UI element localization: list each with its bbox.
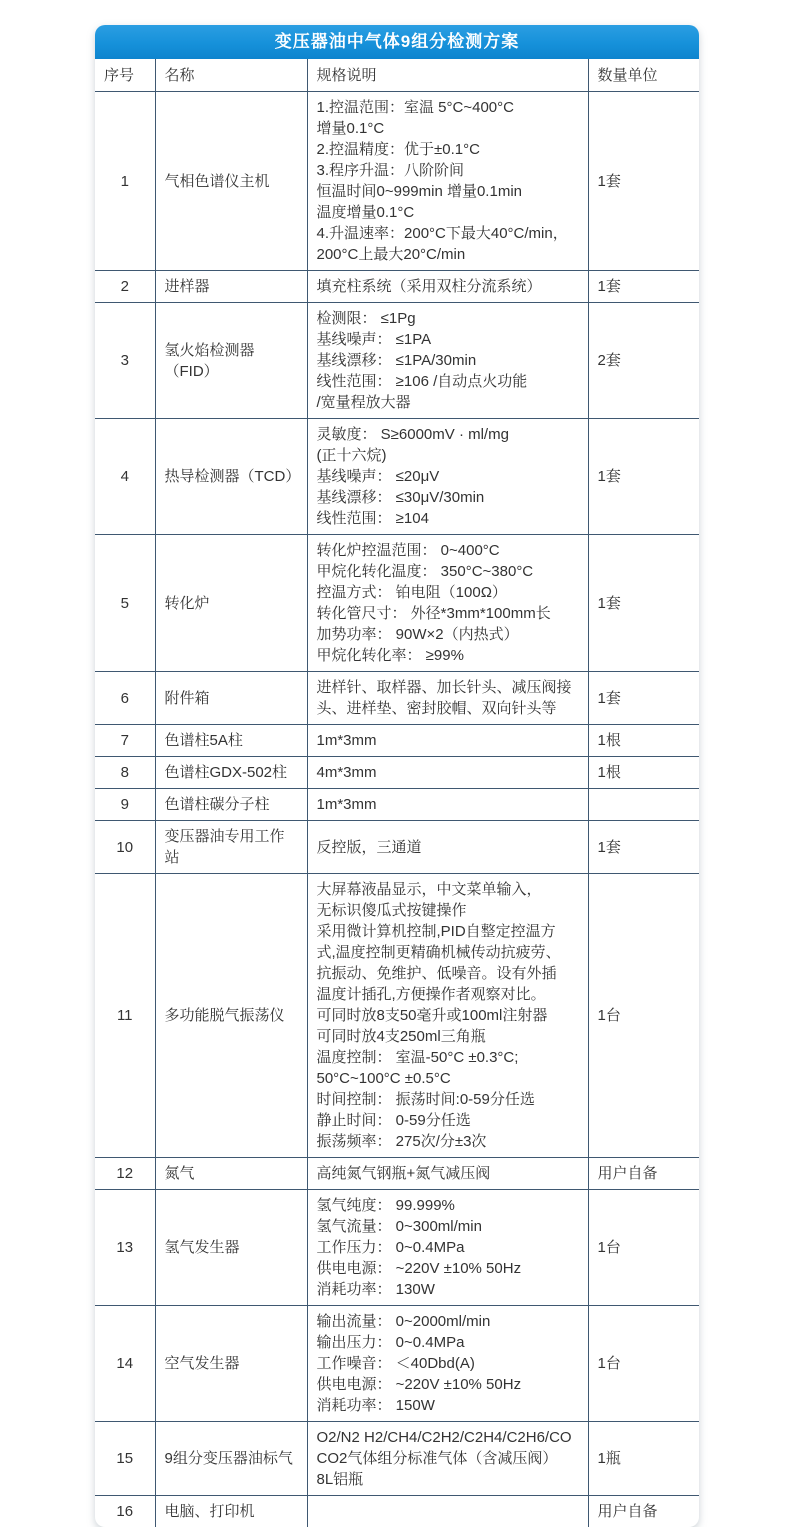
item-qty-cell: 1台 — [588, 1306, 699, 1422]
spec-line: O2/N2 H2/CH4/C2H2/C2H4/C2H6/CO — [317, 1427, 579, 1448]
table-row — [95, 821, 699, 874]
item-qty-cell: 1台 — [588, 874, 699, 1158]
spec-line: 氢气纯度： 99.999% — [317, 1195, 579, 1216]
item-name-cell: 变压器油专用工作站 — [155, 821, 307, 874]
row-index-cell: 12 — [95, 1158, 155, 1190]
item-qty-cell: 1套 — [588, 419, 699, 535]
spec-line: 恒温时间0~999min 增量0.1min — [317, 181, 579, 202]
spec-line: 输出压力： 0~0.4MPa — [317, 1332, 579, 1353]
item-qty-cell: 1根 — [588, 725, 699, 757]
spec-line: 进样针、取样器、加长针头、减压阀接 — [317, 677, 579, 698]
spec-line: 1m*3mm — [317, 730, 579, 751]
row-index-cell: 16 — [95, 1496, 155, 1527]
item-spec-cell — [307, 725, 588, 757]
table-row — [95, 1496, 699, 1527]
spec-line: 温度控制： 室温-50°C ±0.3°C; — [317, 1047, 579, 1068]
spec-line: 加势功率： 90W×2（内热式） — [317, 624, 579, 645]
spec-line: 工作噪音： ＜40Dbd(A) — [317, 1353, 579, 1374]
spec-line: 采用微计算机控制,PID自整定控温方 — [317, 921, 579, 942]
item-spec-cell — [307, 1158, 588, 1190]
spec-line: 线性范围： ≥106 /自动点火功能 — [317, 371, 579, 392]
row-index-cell: 5 — [95, 535, 155, 672]
item-name-cell: 9组分变压器油标气 — [155, 1422, 307, 1496]
row-index-cell: 15 — [95, 1422, 155, 1496]
item-spec-cell — [307, 535, 588, 672]
spec-line: 检测限： ≤1Pg — [317, 308, 579, 329]
page-title: 变压器油中气体9组分检测方案 — [95, 25, 699, 59]
spec-line: 1.控温范围：室温 5°C~400°C — [317, 97, 579, 118]
spec-line: 转化炉控温范围： 0~400°C — [317, 540, 579, 561]
spec-line: 工作压力： 0~0.4MPa — [317, 1237, 579, 1258]
item-qty-cell: 用户自备 — [588, 1496, 699, 1527]
item-qty-cell: 用户自备 — [588, 1158, 699, 1190]
item-qty-cell: 1瓶 — [588, 1422, 699, 1496]
item-qty-cell: 2套 — [588, 303, 699, 419]
spec-line: 氢气流量： 0~300ml/min — [317, 1216, 579, 1237]
table-header — [95, 59, 699, 92]
item-name-cell: 空气发生器 — [155, 1306, 307, 1422]
spec-line: 温度增量0.1°C — [317, 202, 579, 223]
spec-line: 消耗功率： 130W — [317, 1279, 579, 1300]
item-name-cell: 转化炉 — [155, 535, 307, 672]
item-spec-cell — [307, 1190, 588, 1306]
table-row — [95, 92, 699, 271]
spec-line: 1m*3mm — [317, 794, 579, 815]
table-body — [95, 92, 699, 1527]
column-header-qty: 数量单位 — [588, 59, 699, 92]
item-spec-cell — [307, 1422, 588, 1496]
table-row — [95, 535, 699, 672]
spec-card — [95, 25, 699, 1527]
spec-line: 2.控温精度：优于±0.1°C — [317, 139, 579, 160]
column-header-name: 名称 — [155, 59, 307, 92]
row-index-cell: 13 — [95, 1190, 155, 1306]
spec-table — [95, 59, 699, 1527]
table-row — [95, 1158, 699, 1190]
spec-line: 高纯氮气钢瓶+氮气减压阀 — [317, 1163, 579, 1184]
item-spec-cell — [307, 789, 588, 821]
item-name-cell: 电脑、打印机 — [155, 1496, 307, 1527]
row-index-cell: 4 — [95, 419, 155, 535]
item-spec-cell — [307, 1306, 588, 1422]
item-spec-cell — [307, 874, 588, 1158]
spec-line: 供电电源： ~220V ±10% 50Hz — [317, 1374, 579, 1395]
item-spec-cell — [307, 757, 588, 789]
spec-line: 增量0.1°C — [317, 118, 579, 139]
spec-line: 甲烷化转化率： ≥99% — [317, 645, 579, 666]
row-index-cell: 11 — [95, 874, 155, 1158]
spec-line: 大屏幕液晶显示，中文菜单输入， — [317, 879, 579, 900]
table-row — [95, 789, 699, 821]
column-header-index: 序号 — [95, 59, 155, 92]
item-qty-cell: 1套 — [588, 271, 699, 303]
item-spec-cell — [307, 419, 588, 535]
spec-line: CO2气体组分标准气体（含减压阀） — [317, 1448, 579, 1469]
item-qty-cell: 1套 — [588, 821, 699, 874]
item-name-cell: 色谱柱GDX-502柱 — [155, 757, 307, 789]
table-row — [95, 672, 699, 725]
item-qty-cell: 1套 — [588, 672, 699, 725]
table-row — [95, 1306, 699, 1422]
spec-line: 时间控制： 振荡时间:0-59分任选 — [317, 1089, 579, 1110]
row-index-cell: 10 — [95, 821, 155, 874]
item-spec-cell — [307, 821, 588, 874]
row-index-cell: 6 — [95, 672, 155, 725]
spec-line: 供电电源： ~220V ±10% 50Hz — [317, 1258, 579, 1279]
spec-line: 基线漂移： ≤30μV/30min — [317, 487, 579, 508]
spec-line: 头、进样垫、密封胶帽、双向针头等 — [317, 698, 579, 719]
table-row — [95, 271, 699, 303]
spec-line: 输出流量： 0~2000ml/min — [317, 1311, 579, 1332]
table-row — [95, 725, 699, 757]
item-spec-cell — [307, 672, 588, 725]
item-name-cell: 热导检测器（TCD） — [155, 419, 307, 535]
item-name-cell: 进样器 — [155, 271, 307, 303]
spec-line: 静止时间： 0-59分任选 — [317, 1110, 579, 1131]
row-index-cell: 7 — [95, 725, 155, 757]
spec-line: 填充柱系统（采用双柱分流系统） — [317, 276, 579, 297]
table-row — [95, 303, 699, 419]
row-index-cell: 1 — [95, 92, 155, 271]
row-index-cell: 9 — [95, 789, 155, 821]
item-name-cell: 色谱柱5A柱 — [155, 725, 307, 757]
table-row — [95, 1422, 699, 1496]
column-header-spec: 规格说明 — [307, 59, 588, 92]
table-row — [95, 874, 699, 1158]
item-name-cell: 色谱柱碳分子柱 — [155, 789, 307, 821]
spec-line: 控温方式： 铂电阻（100Ω） — [317, 582, 579, 603]
spec-line: 4.升温速率：200°C下最大40°C/min， — [317, 223, 579, 244]
table-row — [95, 419, 699, 535]
table-row — [95, 757, 699, 789]
spec-line: 基线噪声： ≤20μV — [317, 466, 579, 487]
spec-line: 50°C~100°C ±0.5°C — [317, 1068, 579, 1089]
row-index-cell: 8 — [95, 757, 155, 789]
spec-line: (正十六烷) — [317, 445, 579, 466]
row-index-cell: 2 — [95, 271, 155, 303]
spec-line: 基线噪声： ≤1PA — [317, 329, 579, 350]
item-qty-cell: 1台 — [588, 1190, 699, 1306]
row-index-cell: 3 — [95, 303, 155, 419]
spec-line: 基线漂移： ≤1PA/30min — [317, 350, 579, 371]
item-name-cell: 氢气发生器 — [155, 1190, 307, 1306]
item-name-cell: 氮气 — [155, 1158, 307, 1190]
item-spec-cell — [307, 92, 588, 271]
item-qty-cell — [588, 789, 699, 821]
spec-line: /宽量程放大器 — [317, 392, 579, 413]
item-qty-cell: 1套 — [588, 535, 699, 672]
spec-line: 式,温度控制更精确机械传动抗疲劳、 — [317, 942, 579, 963]
item-name-cell: 多功能脱气振荡仪 — [155, 874, 307, 1158]
header-row — [95, 59, 699, 92]
spec-line: 甲烷化转化温度： 350°C~380°C — [317, 561, 579, 582]
spec-line: 200°C上最大20°C/min — [317, 244, 579, 265]
spec-line: 温度计插孔,方便操作者观察对比。 — [317, 984, 579, 1005]
spec-line: 线性范围： ≥104 — [317, 508, 579, 529]
spec-line: 可同时放4支250ml三角瓶 — [317, 1026, 579, 1047]
spec-line: 抗振动、免维护、低噪音。设有外插 — [317, 963, 579, 984]
spec-line: 可同时放8支50毫升或100ml注射器 — [317, 1005, 579, 1026]
spec-line: 无标识傻瓜式按键操作 — [317, 900, 579, 921]
table-row — [95, 1190, 699, 1306]
item-qty-cell: 1套 — [588, 92, 699, 271]
item-spec-cell — [307, 271, 588, 303]
item-spec-cell — [307, 1496, 588, 1527]
spec-line: 灵敏度： S≥6000mV · ml/mg — [317, 424, 579, 445]
item-name-cell: 氢火焰检测器（FID） — [155, 303, 307, 419]
spec-line: 3.程序升温：八阶阶间 — [317, 160, 579, 181]
spec-line: 4m*3mm — [317, 762, 579, 783]
spec-line: 消耗功率： 150W — [317, 1395, 579, 1416]
item-qty-cell: 1根 — [588, 757, 699, 789]
spec-line: 8L铝瓶 — [317, 1469, 579, 1490]
spec-line: 振荡频率： 275次/分±3次 — [317, 1131, 579, 1152]
item-name-cell: 气相色谱仪主机 — [155, 92, 307, 271]
item-spec-cell — [307, 303, 588, 419]
spec-line: 反控版，三通道 — [317, 837, 579, 858]
row-index-cell: 14 — [95, 1306, 155, 1422]
item-name-cell: 附件箱 — [155, 672, 307, 725]
spec-line: 转化管尺寸： 外径*3mm*100mm长 — [317, 603, 579, 624]
